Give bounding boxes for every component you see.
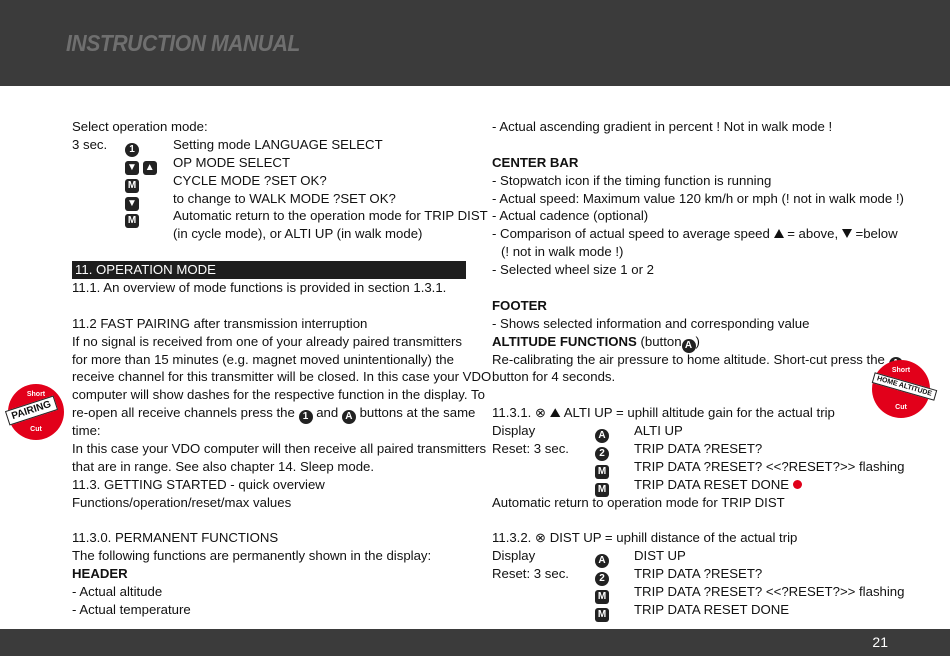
m-key-icon: M xyxy=(595,483,609,497)
mode-row-6 xyxy=(72,225,468,243)
section-heading-bar: 11. OPERATION MODE xyxy=(72,261,466,279)
page-footer xyxy=(0,629,950,656)
text-line: that are in range. See also chapter 14. Sleep mode. xyxy=(72,458,375,474)
arrow-down-key-icon: ▼ xyxy=(125,197,139,211)
subsection-title: 11.3.0. PERMANENT FUNCTIONS xyxy=(72,530,279,546)
text-line: 11.1. An overview of mode functions is provided in section 1.3.1. xyxy=(72,280,447,296)
text-line: - Selected wheel size 1 or 2 xyxy=(492,262,654,278)
text-line: for more than 15 minutes (e.g. magnet moved unintentionally) the xyxy=(72,351,454,367)
key-1-icon: 1 xyxy=(125,143,139,157)
center-bar-label: CENTER BAR xyxy=(492,154,579,170)
m-key-icon: M xyxy=(595,608,609,622)
row-text: Automatic return to the operation mode for TRIP DIST xyxy=(173,208,488,224)
text-line: The following functions are permanently shown in the display: xyxy=(72,548,432,564)
right-column xyxy=(492,118,912,619)
text-line: - Actual ascending gradient in percent ! Not in walk mode ! xyxy=(492,119,833,134)
altitude-functions-title: ALTITUDE FUNCTIONS (button A ) xyxy=(492,333,700,351)
key-2-icon: 2 xyxy=(595,447,609,461)
text-line: - Actual altitude xyxy=(72,584,163,600)
key-row: Display A DIST UP xyxy=(492,548,686,567)
pairing-shortcut-badge: Short PAIRING Cut xyxy=(8,384,64,440)
text-line-with-key: Re-calibrating the air pressure to home altitude. Short-cut press the xyxy=(492,351,912,369)
footer-label: FOOTER xyxy=(492,297,547,313)
row-text: Setting mode LANGUAGE SELECT xyxy=(173,136,383,152)
mode-row-5 xyxy=(72,207,488,227)
text-line: computer will show dashes for the respective function in the display. To xyxy=(72,387,485,403)
home-altitude-shortcut-badge: Short HOME ALTITUDE Cut xyxy=(872,360,930,418)
subsection-title: 11.3.1. ⊗ ⛰ ALTI UP = uphill altitude gain for the actual trip xyxy=(492,405,835,421)
a-key-icon: A xyxy=(595,554,609,568)
key-row: Display A ALTI UP xyxy=(492,423,683,442)
header-label: HEADER xyxy=(72,566,128,582)
mode-row-4 xyxy=(72,190,468,208)
mode-row-1 xyxy=(72,136,468,154)
text-line-with-keys: re-open all receive channels press the 1 and A buttons at the same xyxy=(72,405,476,423)
text-line: time: xyxy=(72,423,101,439)
key-row: Reset: 3 sec. 2 TRIP DATA ?RESET? xyxy=(492,566,763,585)
a-key-icon: A xyxy=(595,429,609,443)
text-line: - Actual cadence (optional) xyxy=(492,208,649,224)
a-key-icon: A xyxy=(342,410,356,424)
subsection-title: 11.2 FAST PAIRING after transmission interruption xyxy=(72,315,368,331)
key-row: M TRIP DATA ?RESET? <<?RESET?>> flashing xyxy=(492,583,912,601)
triangle-up-icon xyxy=(774,229,784,238)
text-line: Automatic return to operation mode for TRIP DIST xyxy=(492,494,785,510)
left-column xyxy=(72,118,492,619)
m-key-icon: M xyxy=(595,590,609,604)
text-line: - Shows selected information and corresponding value xyxy=(492,315,810,331)
arrow-down-key-icon: ▼ xyxy=(125,161,139,175)
row-text: OP MODE SELECT xyxy=(173,154,291,170)
text-line: Functions/operation/reset/max values xyxy=(72,494,292,510)
mode-row-3 xyxy=(72,172,468,190)
page-header xyxy=(0,0,950,86)
key-row: Reset: 3 sec. 2 TRIP DATA ?RESET? xyxy=(492,441,763,460)
key-2-icon: 2 xyxy=(595,572,609,586)
text-line: - Actual temperature xyxy=(72,602,191,618)
row-text: to change to WALK MODE ?SET OK? xyxy=(173,190,396,206)
triangle-down-icon xyxy=(842,229,852,238)
red-dot-icon xyxy=(793,480,802,489)
text-line: receive channel for this transmitter will be closed. In this case your VDO xyxy=(72,369,492,385)
row-text: (in cycle mode), or ALTI UP (in walk mode) xyxy=(173,226,423,242)
text-line: button for 4 seconds. xyxy=(492,369,616,385)
m-key-icon: M xyxy=(125,214,139,228)
key-row: M TRIP DATA RESET DONE xyxy=(492,601,912,619)
text-line: (! not in walk mode !) xyxy=(501,244,624,260)
subsection-title: 11.3.2. ⊗ DIST UP = uphill distance of the actual trip xyxy=(492,530,798,546)
arrow-up-key-icon: ▲ xyxy=(143,161,157,175)
text-line: - Stopwatch icon if the timing function is running xyxy=(492,172,772,188)
text-line: If no signal is received from one of your already paired transmitters xyxy=(72,333,462,349)
text-line-with-arrows: - Comparison of actual speed to average speed = above, =below xyxy=(492,226,898,242)
mode-row-2 xyxy=(72,154,468,172)
text-line: - Actual speed: Maximum value 120 km/h or mph (! not in walk mode !) xyxy=(492,190,904,206)
text-line: 11.3. GETTING STARTED - quick overview xyxy=(72,476,325,492)
row-text: CYCLE MODE ?SET OK? xyxy=(173,172,327,188)
header-title: INSTRUCTION MANUAL xyxy=(66,30,300,56)
m-key-icon: M xyxy=(125,179,139,193)
key-row: M TRIP DATA ?RESET? <<?RESET?>> flashing xyxy=(492,458,912,476)
row-label: 3 sec. xyxy=(72,136,108,152)
text-line: In this case your VDO computer will then receive all paired transmitters xyxy=(72,441,487,457)
page-number: 21 xyxy=(872,634,888,650)
a-key-icon: A xyxy=(682,339,696,353)
key-row: M TRIP DATA RESET DONE xyxy=(492,476,912,494)
key-1-icon: 1 xyxy=(299,410,313,424)
text-line: Select operation mode: xyxy=(72,119,208,134)
m-key-icon: M xyxy=(595,465,609,479)
